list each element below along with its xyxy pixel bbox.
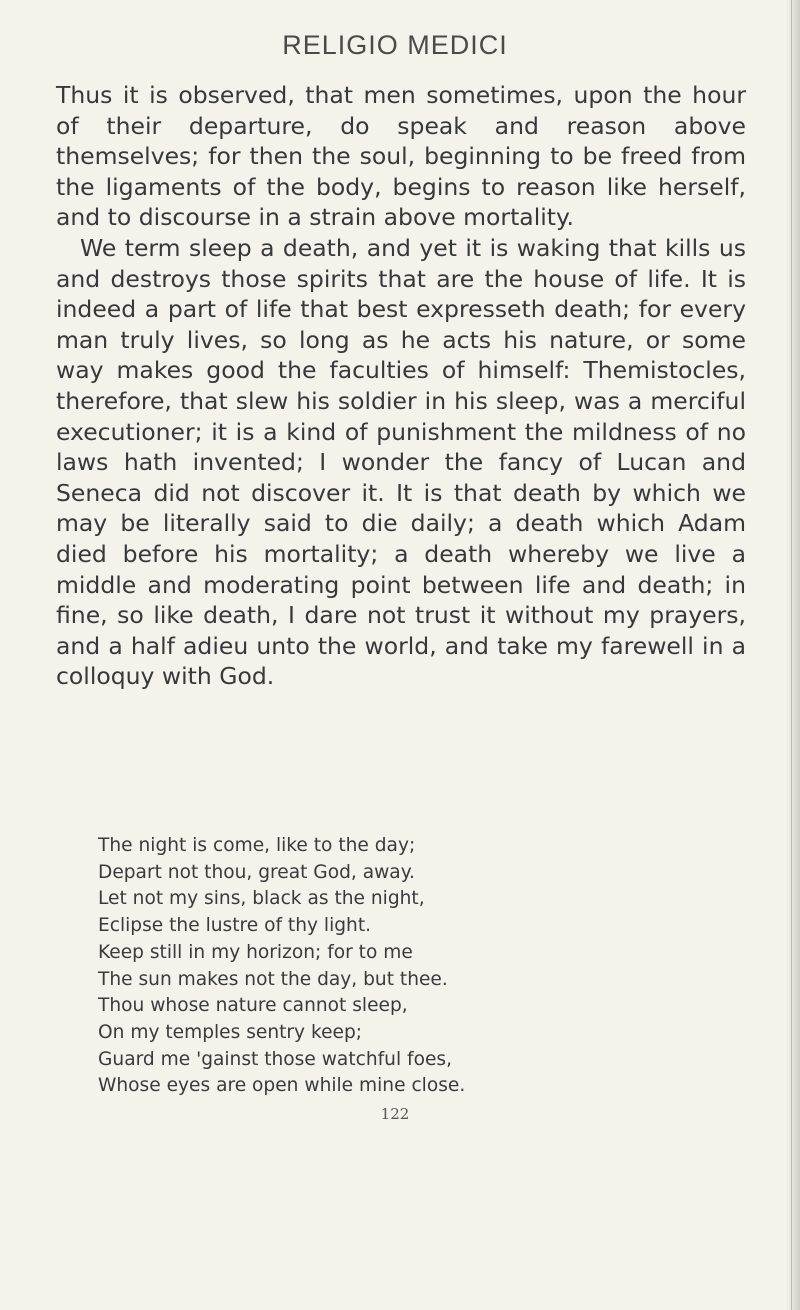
page-number: 122: [380, 1105, 410, 1123]
body-text: [56, 80, 746, 692]
running-head: RELIGIO MEDICI: [282, 30, 508, 60]
verse-line: Eclipse the lustre of thy light.: [98, 915, 372, 937]
paragraph: Thus it is observed, that men sometimes, upon the hour of their departure, do speak and reason above themselves; for then the soul, beginning to be freed from the ligaments of the body, begins to reason like herself, and to discourse in a strain above mortality.: [56, 81, 746, 232]
verse-block: [98, 833, 738, 1100]
paragraph: We term sleep a death, and yet it is waking that kills us and destroys those spirits that are the house of life. It is indeed a part of life that best expresseth death; for every man truly lives, so long as he acts his nature, or some way makes good the faculties of himself: Themistocles, therefore, that slew his soldier in his sleep, was a merciful executioner; it is a kind of punishment the mildness of no laws hath invented; I wonder the fancy of Lucan and Seneca did not discover it. It is that death by which we may be literally said to die daily; a death which Adam died before his mortality; a death whereby we live a middle and moderating point between life and death; in fine, so like death, I dare not trust it without my prayers, and a half adieu unto the world, and take my farewell in a colloquy with God.: [56, 233, 746, 691]
verse-line: Depart not thou, great God, away.: [98, 861, 415, 883]
verse-line: Let not my sins, black as the night,: [98, 888, 425, 910]
verse-line: The sun makes not the day, but thee.: [98, 968, 448, 990]
verse-line: The night is come, like to the day;: [98, 835, 416, 856]
verse-line: Keep still in my horizon; for to me: [98, 941, 413, 963]
page-edge-line: [791, 0, 792, 1310]
verse-line: Guard me 'gainst those watchful foes,: [98, 1048, 452, 1070]
verse-line: Whose eyes are open while mine close.: [98, 1075, 466, 1097]
verse-line: Thou whose nature cannot sleep,: [98, 995, 408, 1017]
verse-line: On my temples sentry keep;: [98, 1021, 363, 1043]
